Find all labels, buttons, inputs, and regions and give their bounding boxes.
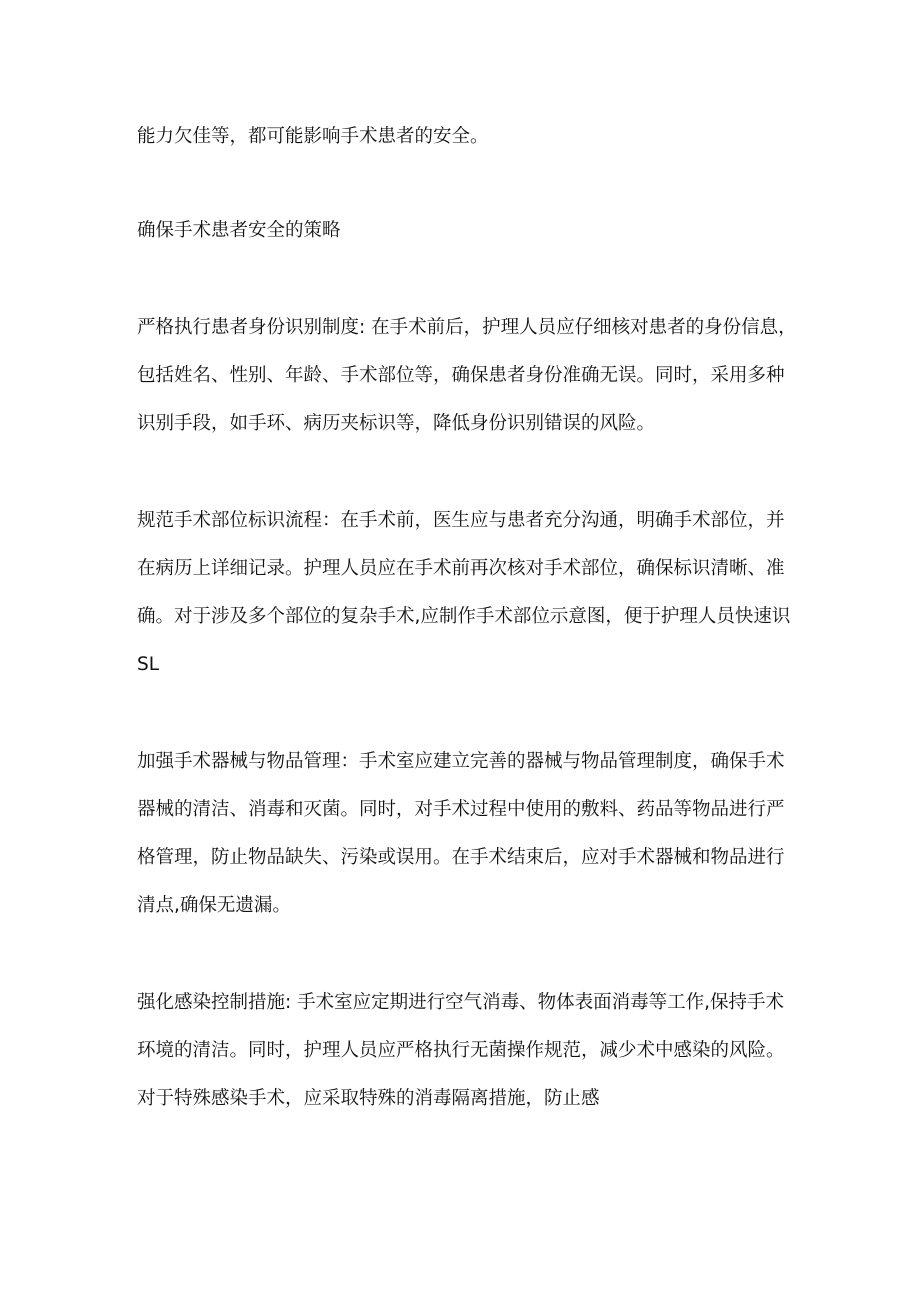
section-heading: 确保手术患者安全的策略 [137, 220, 341, 241]
paragraph-site-marking-line-3: 确。对于涉及多个部位的复杂手术,应制作手术部位示意图，便于护理人员快速识 [137, 606, 791, 627]
paragraph-infection-line-1: 强化感染控制措施: 手术室应定期进行空气消毒、物体表面消毒等工作,保持手术 [137, 992, 784, 1013]
paragraph-identity-line-3: 识别手段，如手环、病历夹标识等，降低身份识别错误的风险。 [137, 413, 656, 434]
paragraph-1-line-1: 能力欠佳等，都可能影响手术患者的安全。 [137, 126, 489, 147]
paragraph-site-marking-line-1: 规范手术部位标识流程：在手术前，医生应与患者充分沟通，明确手术部位，并 [137, 510, 785, 531]
paragraph-site-marking-line-4: SL [137, 654, 160, 675]
paragraph-site-marking-line-2: 在病历上详细记录。护理人员应在手术前再次核对手术部位，确保标识清晰、准 [137, 558, 785, 579]
paragraph-infection-line-2: 环境的清洁。同时，护理人员应严格执行无菌操作规范，减少术中感染的风险。 [137, 1040, 785, 1061]
paragraph-instruments-line-1: 加强手术器械与物品管理：手术室应建立完善的器械与物品管理制度，确保手术 [137, 751, 785, 772]
paragraph-instruments-line-4: 清点,确保无遗漏。 [137, 895, 291, 916]
paragraph-identity-line-1: 严格执行患者身份识别制度: 在手术前后，护理人员应仔细核对患者的身份信息， [137, 317, 797, 338]
paragraph-identity-line-2: 包括姓名、性别、年龄、手术部位等，确保患者身份准确无误。同时，采用多种 [137, 365, 785, 386]
paragraph-instruments-line-2: 器械的清洁、消毒和灭菌。同时，对手术过程中使用的敷料、药品等物品进行严 [137, 799, 785, 820]
paragraph-infection-line-3: 对于特殊感染手术，应采取特殊的消毒隔离措施，防止感 [137, 1088, 600, 1109]
paragraph-instruments-line-3: 格管理，防止物品缺失、污染或误用。在手术结束后，应对手术器械和物品进行 [137, 847, 785, 868]
